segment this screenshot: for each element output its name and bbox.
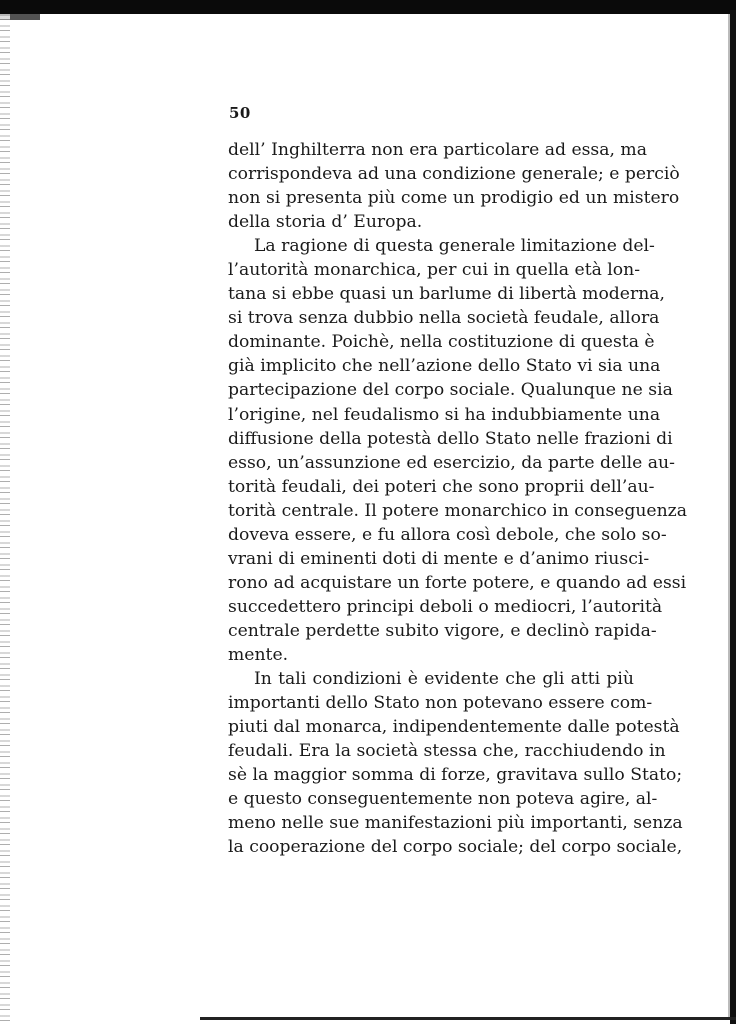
text-line: corrispondeva ad una condizione generale; e perciò	[228, 164, 680, 185]
text-line: partecipazione del corpo sociale. Qualunque ne sia	[228, 380, 673, 401]
paragraph-first-line: In tali condizioni è evidente che gli atti più	[254, 669, 634, 690]
text-line: tana si ebbe quasi un barlume di libertà moderna,	[228, 284, 665, 305]
text-line: torità centrale. Il potere monarchico in conseguenza	[228, 500, 687, 521]
text-line: centrale perdette subito vigore, e declinò rapida-	[228, 620, 657, 641]
scan-top-border	[0, 0, 736, 14]
text-line: importanti dello Stato non potevano essere com-	[228, 693, 653, 714]
text-line: non si presenta più come un prodigio ed un mistero	[228, 188, 680, 209]
text-line: torità feudali, dei poteri che sono proprii dell’au-	[228, 476, 655, 497]
text-line: l’autorità monarchica, per cui in quella età lon-	[228, 260, 641, 281]
paragraph-first-line: La ragione di questa generale limitazione del-	[254, 236, 655, 257]
scan-bottom-border	[200, 1017, 736, 1020]
scan-left-edge-noise	[0, 14, 10, 1024]
text-line: succedettero principi deboli o mediocri, l’autorità	[228, 596, 663, 617]
text-line: piuti dal monarca, indipendentemente dalle potestà	[228, 717, 680, 738]
scan-right-border-shadow	[728, 14, 730, 1018]
text-line: già implicito che nell’azione dello Stato vi sia una	[228, 356, 661, 377]
text-line: dell’ Inghilterra non era particolare ad essa, ma	[228, 140, 647, 160]
text-line: vrani di eminenti doti di mente e d’animo riusci-	[228, 548, 650, 569]
text-line: si trova senza dubbio nella società feudale, allora	[228, 308, 660, 329]
text-line: doveva essere, e fu allora così debole, che solo so-	[228, 524, 667, 545]
text-line: sè la maggior somma di forze, gravitava sullo Stato;	[228, 765, 683, 786]
text-line: dominante. Poichè, nella costituzione di questa è	[228, 332, 655, 353]
scan-right-border	[730, 10, 736, 1024]
text-line: della storia d’ Europa.	[228, 212, 423, 233]
text-line: mente.	[228, 644, 289, 665]
page-number: 50	[229, 104, 251, 122]
text-line: e questo conseguentemente non poteva agire, al-	[228, 789, 658, 810]
text-line: esso, un’assunzione ed esercizio, da parte delle au-	[228, 452, 675, 473]
text-line: rono ad acquistare un forte potere, e quando ad essi	[228, 572, 687, 593]
text-line: meno nelle sue manifestazioni più importanti, senza	[228, 813, 683, 834]
text-line: feudali. Era la società stessa che, racchiudendo in	[228, 741, 666, 762]
body-text	[228, 138, 687, 859]
text-line: l’origine, nel feudalismo si ha indubbiamente una	[228, 404, 661, 425]
text-line: la cooperazione del corpo sociale; del corpo sociale,	[228, 837, 683, 858]
text-line: diffusione della potestà dello Stato nelle frazioni di	[228, 428, 673, 449]
